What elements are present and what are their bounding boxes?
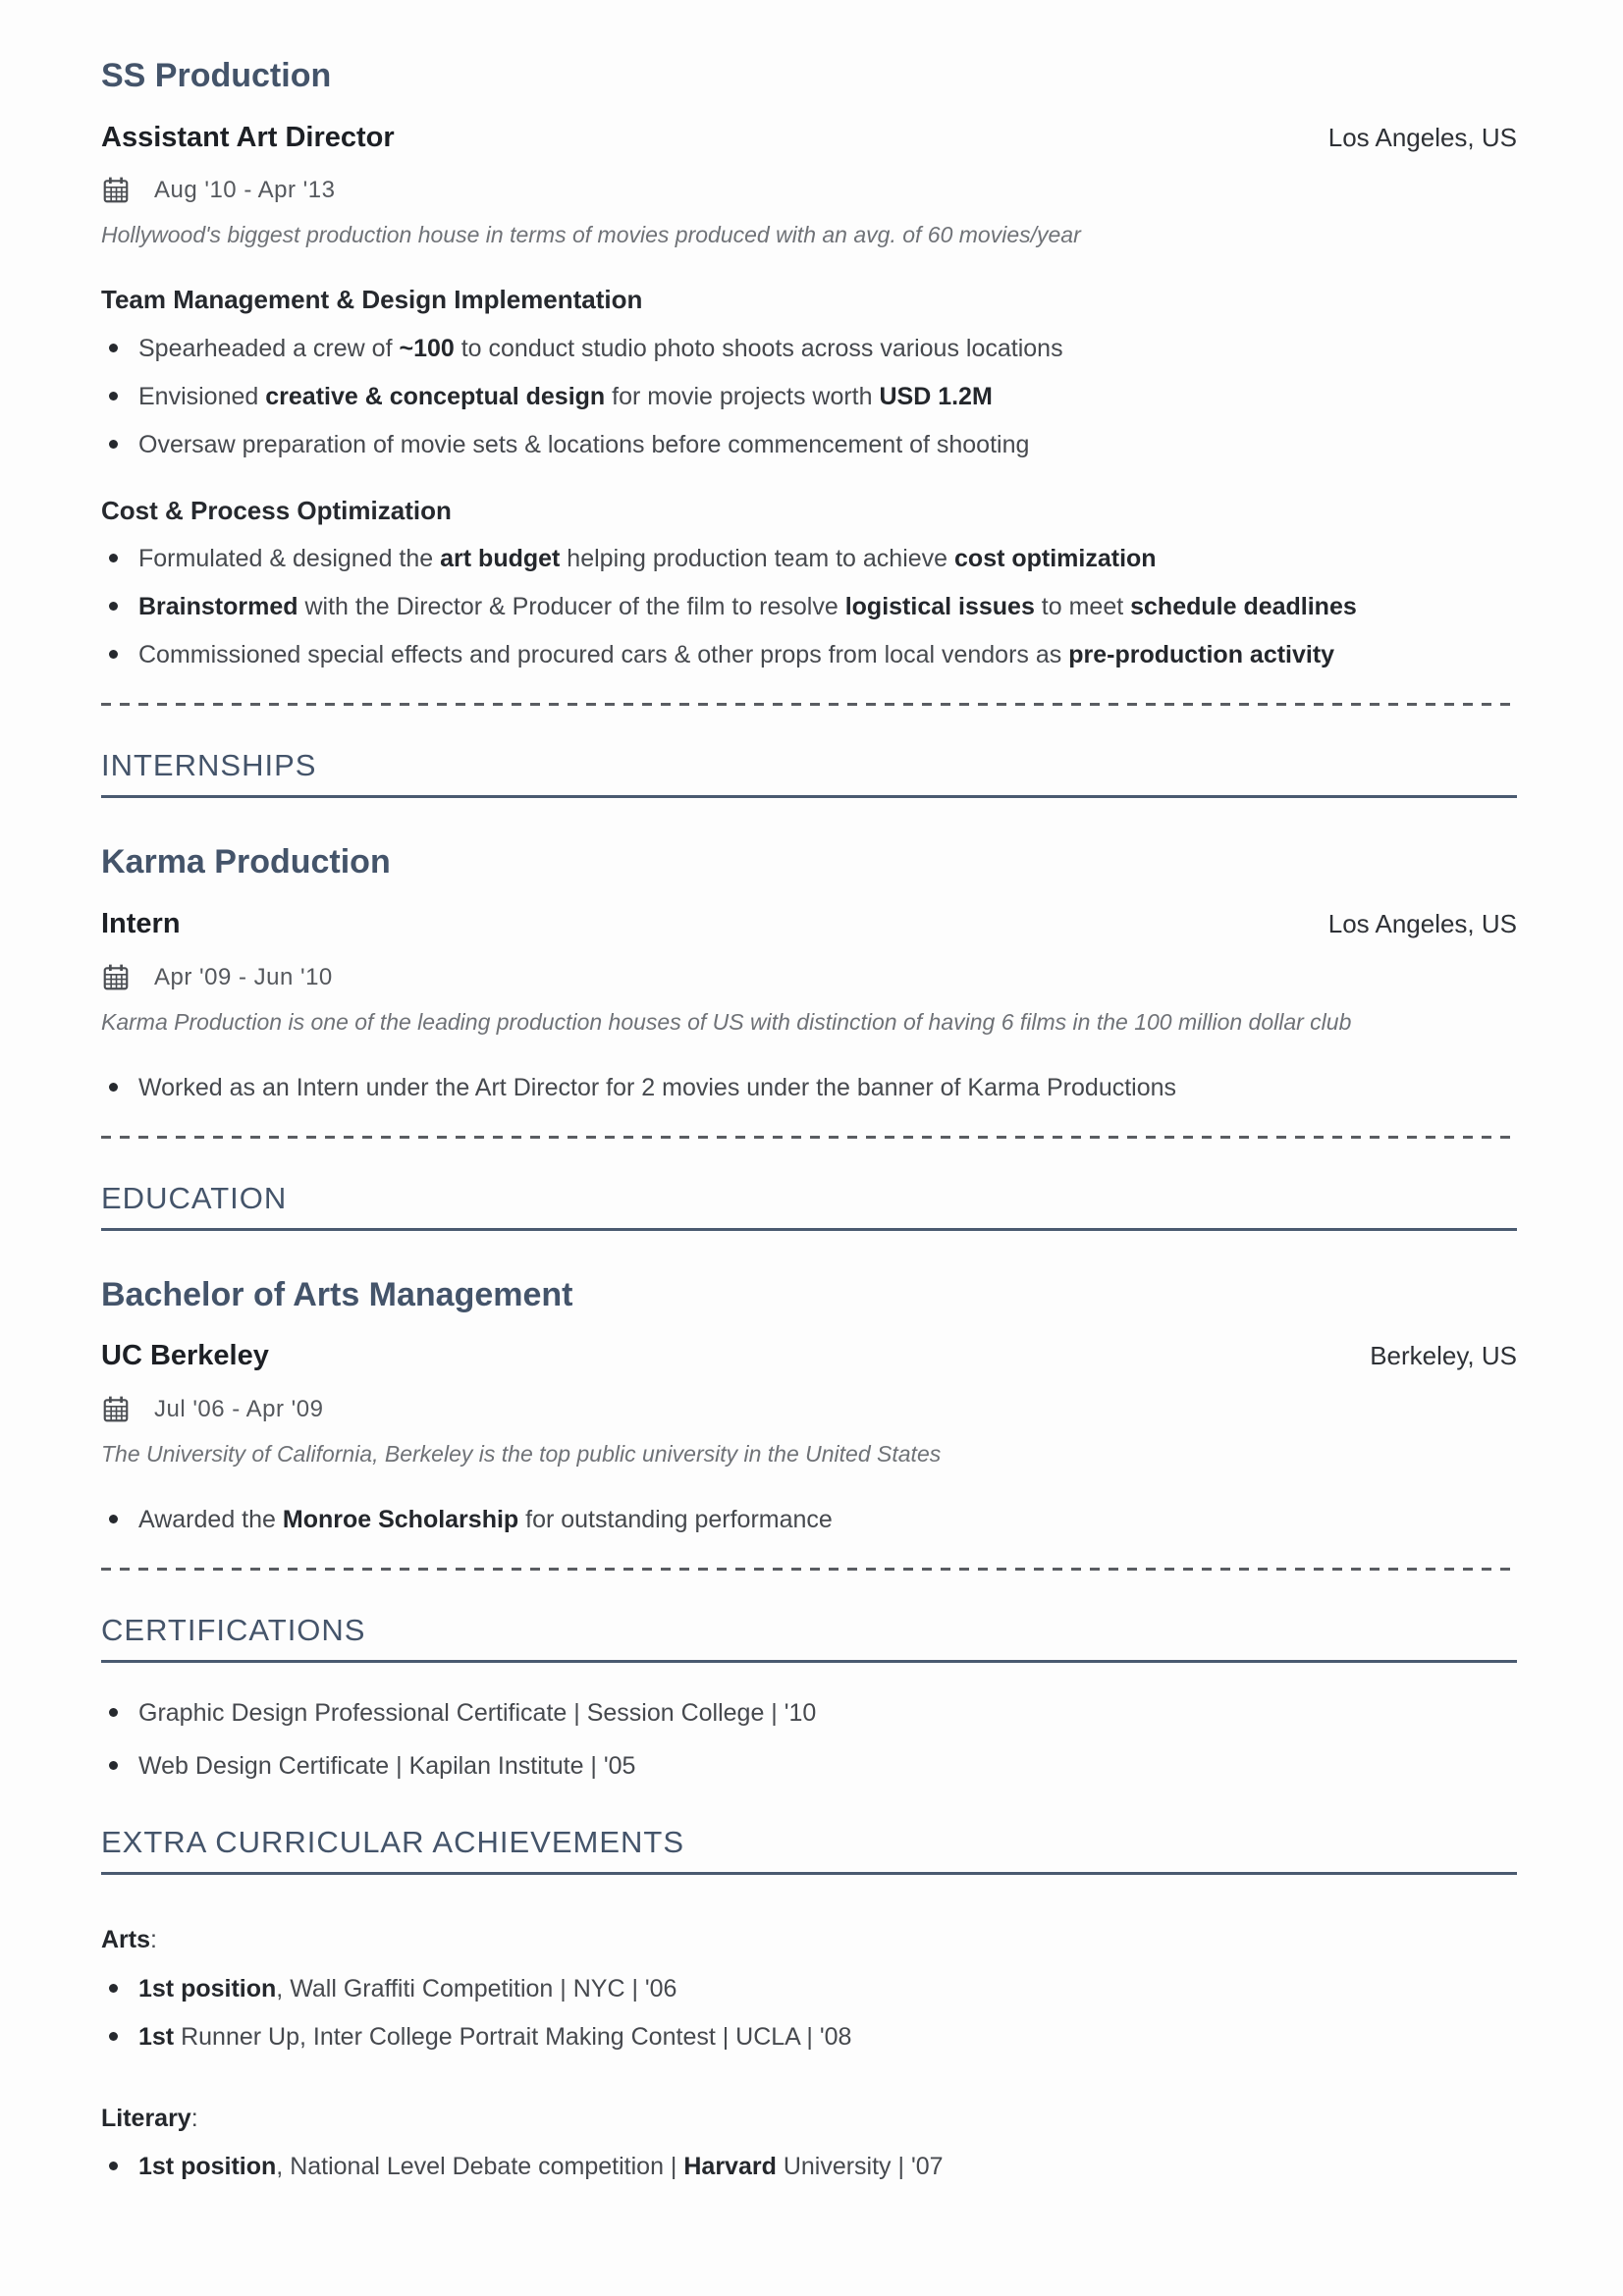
extra-curricular-section — [101, 1824, 1517, 2183]
bold-text-segment: pre-production activity — [1068, 641, 1335, 669]
category-label-literary — [101, 2103, 1517, 2135]
text-segment: Awarded the — [138, 1505, 283, 1533]
text-segment: to meet — [1034, 593, 1131, 621]
bold-text-segment: creative & conceptual design — [265, 382, 606, 410]
bold-text-segment: USD 1.2M — [879, 382, 993, 410]
text-segment: for outstanding performance — [518, 1505, 833, 1533]
text-segment: : — [150, 1926, 157, 1954]
job-title: Assistant Art Director — [101, 121, 395, 153]
text-segment: University | '07 — [776, 2153, 944, 2181]
school-description: The University of California, Berkeley is the top public university in the United States — [101, 1441, 942, 1468]
internships-section — [101, 747, 1517, 1103]
bold-text-segment: cost optimization — [954, 545, 1157, 573]
bold-text-segment: 1st position — [138, 1974, 277, 2002]
calendar-icon — [101, 1395, 131, 1424]
job-location: Los Angeles, US — [1327, 122, 1517, 152]
bullet-item — [101, 1503, 1517, 1536]
date-range: Jul '06 - Apr '09 — [154, 1396, 324, 1423]
text-segment: Formulated & designed the — [138, 545, 441, 573]
text-segment: Worked as an Intern under the Art Director for 2 movies under the banner of Karma Productions — [138, 1073, 1177, 1101]
text-segment: Commissioned special effects and procured cars & other props from local vendors as — [138, 641, 1069, 669]
bullet-list — [101, 1071, 1517, 1104]
company-description: Karma Production is one of the leading production houses of US with distinction of having 6 films in the 100 million dollar club — [101, 1008, 1352, 1035]
text-segment: Envisioned — [138, 382, 266, 410]
title-row — [101, 121, 1517, 155]
date-row — [101, 176, 1517, 205]
job-title: Intern — [101, 907, 181, 939]
bullet-list — [101, 1503, 1517, 1536]
text-segment: for movie projects worth — [605, 382, 880, 410]
calendar-icon — [101, 963, 131, 992]
school-location: Berkeley, US — [1370, 1341, 1517, 1371]
experience-entry — [101, 55, 1517, 671]
date-row — [101, 963, 1517, 992]
text-segment: : — [190, 2104, 198, 2132]
bullet-list — [101, 542, 1517, 671]
text-segment: , National Level Debate competition | — [276, 2153, 684, 2181]
bullet-item — [101, 380, 1517, 413]
bold-text-segment: Brainstormed — [138, 593, 298, 621]
bold-text-segment: Literary — [101, 2104, 191, 2132]
section-title-certifications: CERTIFICATIONS — [101, 1612, 1517, 1663]
text-segment: helping production team to achieve — [560, 545, 955, 573]
bullet-item — [101, 2150, 1517, 2183]
date-range: Aug '10 - Apr '13 — [154, 177, 336, 204]
bold-text-segment: schedule deadlines — [1130, 593, 1357, 621]
bullet-item — [101, 332, 1517, 365]
bullet-item — [101, 1696, 1517, 1730]
bullet-list — [101, 1972, 1517, 2054]
text-segment: , Wall Graffiti Competition | NYC | '06 — [276, 1974, 677, 2002]
bullet-item — [101, 2020, 1517, 2054]
bold-text-segment: Arts — [101, 1926, 151, 1954]
company-description: Hollywood's biggest production house in terms of movies produced with an avg. of 60 movies/year — [101, 222, 1081, 248]
date-range: Apr '09 - Jun '10 — [154, 963, 333, 990]
bullet-item — [101, 542, 1517, 575]
bullet-item — [101, 590, 1517, 623]
text-segment: Graphic Design Professional Certificate | Session College | '10 — [138, 1699, 817, 1728]
bullet-item — [101, 1972, 1517, 2005]
text-segment: Oversaw preparation of movie sets & locations before commencement of shooting — [138, 430, 1030, 458]
bullet-list — [101, 2150, 1517, 2183]
bold-text-segment: art budget — [440, 545, 561, 573]
bullet-group-heading: Team Management & Design Implementation — [101, 285, 643, 315]
bold-text-segment: Monroe Scholarship — [282, 1505, 519, 1533]
bold-text-segment: logistical issues — [844, 593, 1035, 621]
bullet-list — [101, 1696, 1517, 1783]
certifications-section — [101, 1612, 1517, 1783]
bold-text-segment: ~100 — [399, 334, 455, 362]
title-row — [101, 907, 1517, 941]
date-row — [101, 1395, 1517, 1424]
bullet-item — [101, 428, 1517, 461]
school-name: UC Berkeley — [101, 1340, 269, 1372]
section-title-internships: INTERNSHIPS — [101, 747, 1517, 798]
bullet-item — [101, 638, 1517, 671]
company-name: SS Production — [101, 57, 332, 94]
bullet-item — [101, 1071, 1517, 1104]
text-segment: to conduct studio photo shoots across various locations — [454, 334, 1063, 362]
bullet-group-heading: Cost & Process Optimization — [101, 495, 452, 525]
text-segment: with the Director & Producer of the film to resolve — [298, 593, 845, 621]
bold-text-segment: 1st — [138, 2022, 175, 2051]
bullet-list — [101, 332, 1517, 461]
degree-name: Bachelor of Arts Management — [101, 1275, 573, 1313]
title-row — [101, 1339, 1517, 1373]
bullet-item — [101, 1749, 1517, 1783]
text-segment: Runner Up, Inter College Portrait Making Contest | UCLA | '08 — [174, 2022, 852, 2051]
bold-text-segment: 1st position — [138, 2153, 277, 2181]
section-title-education: EDUCATION — [101, 1180, 1517, 1231]
job-location: Los Angeles, US — [1327, 908, 1517, 938]
dashed-divider — [101, 703, 1517, 706]
dashed-divider — [101, 1568, 1517, 1571]
section-title-extra-curricular: EXTRA CURRICULAR ACHIEVEMENTS — [101, 1824, 1517, 1875]
dashed-divider — [101, 1136, 1517, 1139]
calendar-icon — [101, 176, 131, 205]
text-segment: Web Design Certificate | Kapilan Institute | '05 — [138, 1752, 636, 1781]
bold-text-segment: Harvard — [683, 2153, 777, 2181]
text-segment: Spearheaded a crew of — [138, 334, 400, 362]
category-label-arts — [101, 1924, 1517, 1956]
education-section — [101, 1180, 1517, 1536]
company-name: Karma Production — [101, 843, 391, 881]
